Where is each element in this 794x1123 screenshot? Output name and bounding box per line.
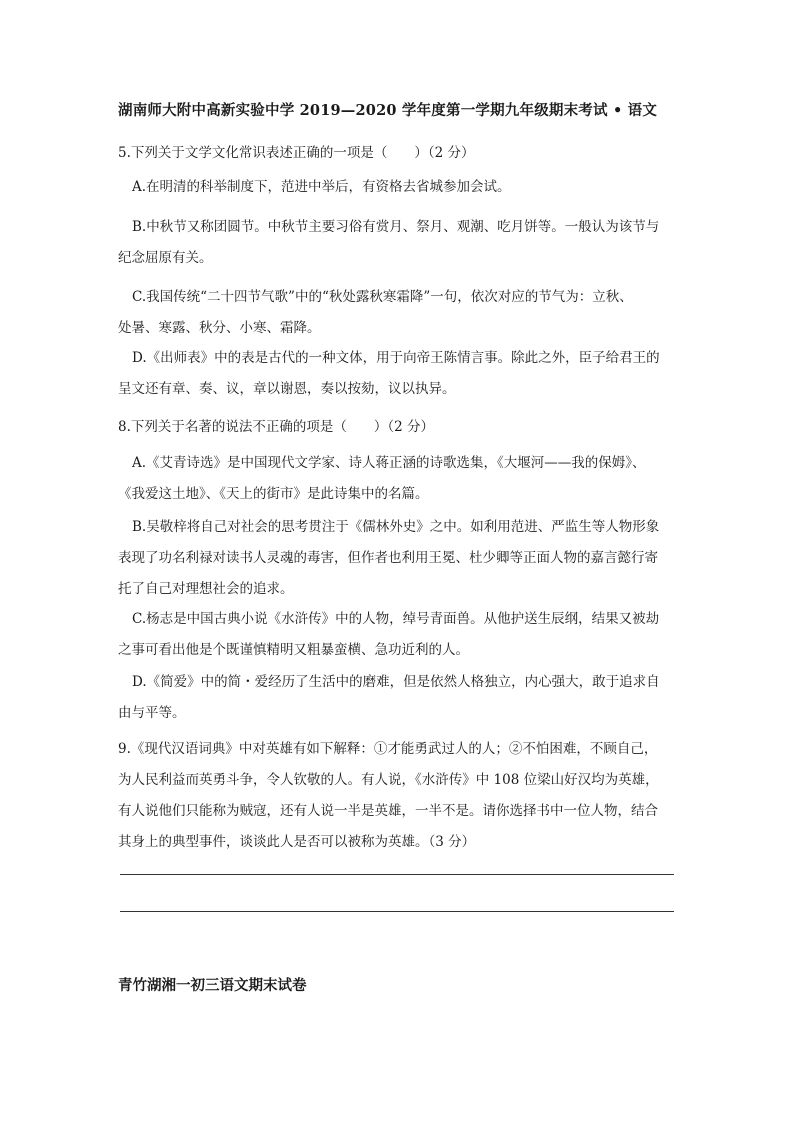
question-9-line: 有人说他们只能称为贼寇，还有人说一半是英雄，一半不是。请你选择书中一位人物，结合 [118,803,658,819]
question-8-stem: 8.下列关于名著的说法不正确的项是（ ）（2 分） [118,419,435,435]
option-line: 《我爱这土地》、《天上的街市》是此诗集中的名篇。 [118,486,429,502]
answer-line[interactable] [120,911,674,912]
option-line: 处暑、寒露、秋分、小寒、霜降。 [118,320,321,336]
question-8-option-d [118,667,678,729]
option-line: D.《简爱》中的简・爱经历了生活中的磨难，但是依然人格独立，内心强大，敢于追求自 [132,674,660,690]
option-line: 表现了功名利禄对读书人灵魂的毒害，但作者也利用王冕、杜少卿等正面人物的嘉言懿行寄 [118,550,658,566]
option-line: D.《出师表》中的表是古代的一种文体，用于向帝王陈情言事。除此之外，臣子给君王的 [132,350,660,366]
next-exam-title: 青竹湖湘一初三语文期末试卷 [118,977,307,994]
question-5-option-c [118,282,678,344]
option-line: B.中秋节又称团圆节。中秋节主要习俗有赏月、祭月、观潮、吃月饼等。一般认为该节与 [132,219,660,235]
option-line: 纪念屈原有关。 [118,250,213,266]
question-8-option-b [118,512,678,605]
answer-line[interactable] [120,874,674,875]
question-9 [118,734,688,858]
question-9-line: 9.《现代汉语词典》中对英雄有如下解释：①才能勇武过人的人；②不怕困难，不顾自己， [118,741,658,757]
option-line: 呈文还有章、奏、议，章以谢恩，奏以按劾，议以执异。 [118,381,456,397]
question-8-option-a [118,448,678,510]
question-5-option-a [118,172,678,203]
question-8-option-c [118,604,678,666]
question-9-line: 其身上的典型事件，谈谈此人是否可以被称为英雄。（3 分） [118,834,476,850]
option-line: A.《艾青诗选》是中国现代文学家、诗人蒋正涵的诗歌选集，《大堰河——我的保姆》、 [132,455,646,471]
question-5-option-b [118,212,678,274]
option-line: 托了自己对理想社会的追求。 [118,581,294,597]
exam-title: 湖南师大附中高新实验中学 2019—2020 学年度第一学期九年级期末考试 • 语文 [118,102,658,119]
option-line: 由与平等。 [118,705,186,721]
option-line: 之事可看出他是个既谨慎精明又粗暴蛮横、急功近利的人。 [118,642,469,658]
question-5-option-d [118,343,678,405]
option-line: A.在明清的科举制度下，范进中举后，有资格去省城参加会试。 [132,179,511,195]
question-5-stem: 5.下列关于文学文化常识表述正确的一项是（ ）（2 分） [118,145,475,161]
option-line: B.吴敬梓将自己对社会的思考贯注于《儒林外史》之中。如利用范进、严监生等人物形象 [132,519,660,535]
option-line: C.我国传统“二十四节气歌”中的“秋处露秋寒霜降”一句，依次对应的节气为：立秋、 [132,289,633,305]
option-line: C.杨志是中国古典小说《水浒传》中的人物，绰号青面兽。从他护送生辰纲，结果又被劫 [132,611,660,627]
question-9-line: 为人民利益而英勇斗争，令人钦敬的人。有人说，《水浒传》中 108 位梁山好汉均为英雄， [118,772,659,788]
